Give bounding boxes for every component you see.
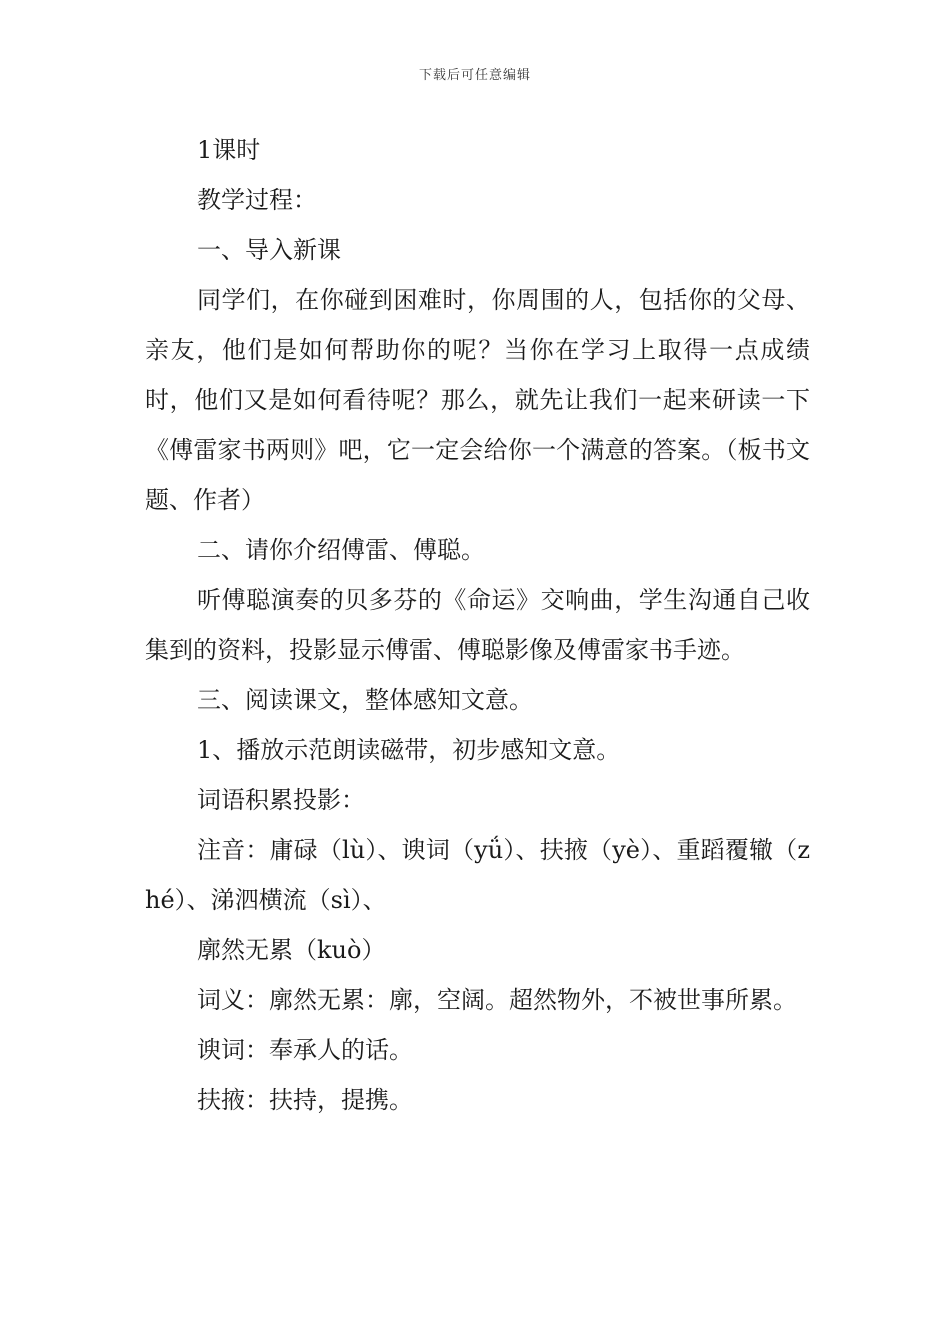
paragraph-meaning-kuoran: 词义：廓然无累：廓，空阔。超然物外，不被世事所累。 xyxy=(197,986,797,1014)
paragraph-meaning-yuci: 谀词：奉承人的话。 xyxy=(197,1036,413,1064)
paragraph-meaning-fuye: 扶掖：扶持，提携。 xyxy=(197,1086,413,1114)
paragraph-pronunciation: 注音：庸碌（lù）、谀词（yǘ）、扶掖（yè）、重蹈覆辙（zhé）、涕泗横流（sì）、 xyxy=(145,836,810,914)
paragraph-intro-text: 同学们，在你碰到困难时，你周围的人，包括你的父母、亲友，他们是如何帮助你的呢？当你在学习上取得一点成绩时，他们又是如何看待呢？那么，就先让我们一起来研读一下《傅雷家书两则》吧，它一定会给你一个满意的答案。（板书文题、作者） xyxy=(145,286,810,514)
paragraph-teaching-process: 教学过程： xyxy=(197,186,317,214)
paragraph-introduce-text: 听傅聪演奏的贝多芬的《命运》交响曲，学生沟通自己收集到的资料，投影显示傅雷、傅聪影像及傅雷家书手迹。 xyxy=(145,586,810,664)
document-body xyxy=(145,125,810,1125)
page-header: 下载后可任意编辑 xyxy=(418,68,531,83)
section-heading-introduce: 二、请你介绍傅雷、傅聪。 xyxy=(197,536,485,564)
section-heading-intro: 一、导入新课 xyxy=(197,236,341,264)
section-heading-reading: 三、阅读课文，整体感知文意。 xyxy=(197,686,533,714)
paragraph-lesson-count: 1课时 xyxy=(197,136,261,164)
paragraph-vocab-heading: 词语积累投影： xyxy=(197,786,365,814)
paragraph-pronunciation-cont: 廓然无累（kuò） xyxy=(197,936,386,964)
paragraph-reading-step-1: 1、播放示范朗读磁带，初步感知文意。 xyxy=(197,736,621,764)
